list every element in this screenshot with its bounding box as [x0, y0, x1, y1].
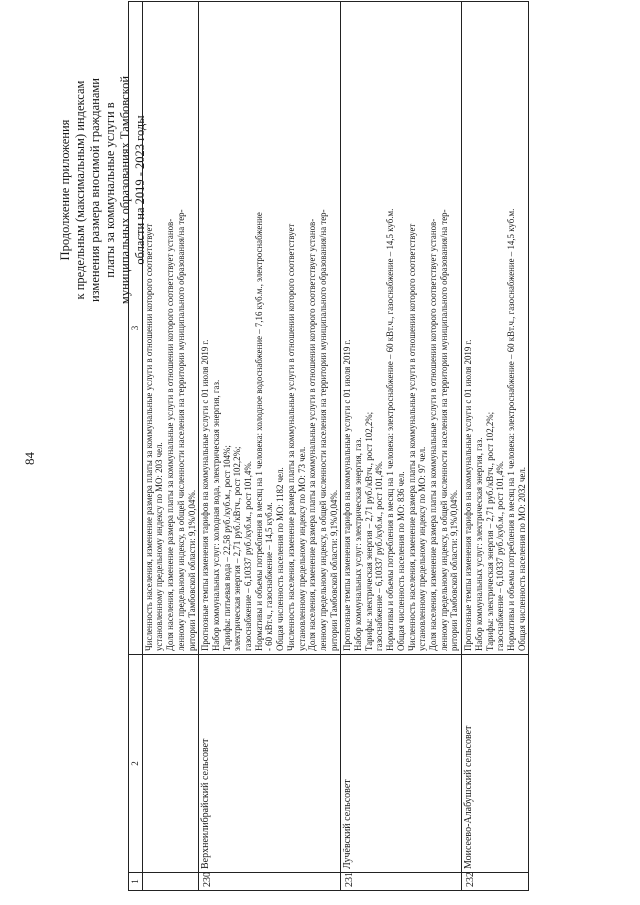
- row-details-cell: [341, 2, 462, 655]
- detail-line: Общая численность населения по МО: 1182 чел.: [275, 467, 286, 651]
- table-row: [462, 2, 529, 891]
- row-details-cell: [199, 2, 341, 655]
- row-name-cell: [142, 655, 199, 873]
- table-header-row: [129, 2, 143, 891]
- row-number-cell: [142, 873, 199, 891]
- row-number: 230: [199, 873, 341, 891]
- heading-line: к предельным (максимальным) индексам: [73, 80, 87, 300]
- heading-line: муниципальных образованиях Тамбовской: [118, 75, 132, 305]
- detail-line: Набор коммунальных услуг: холодная вода, электрическая энергия, газ.: [210, 379, 221, 651]
- heading-line: области на 2019 - 2023 годы: [133, 115, 147, 265]
- detail-line: Нормативы и объемы потребления в месяц на 1 человека: холодное водоснабжение – 7,16 куб.м., электроснабжение: [253, 212, 264, 651]
- header-col-1: 1: [129, 873, 143, 891]
- detail-line: установленному предельному индексу по МО: 203 чел.: [154, 442, 165, 651]
- row-details-cell: [462, 2, 529, 655]
- detail-line: Доля населения, изменение размера платы за коммунальные услуги в отношении которого соответствует установ-: [427, 218, 438, 651]
- detail-line: ленному предельному индексу, в общей численности населения на территории муниципального образования/на тер-: [317, 209, 328, 651]
- detail-line: Тарифы: электрическая энергия – 2,71 руб./кВтч., рост 102,2%;: [484, 411, 495, 651]
- row-number: 232: [462, 873, 529, 891]
- detail-line: Общая численность населения по МО: 836 чел.: [395, 471, 406, 651]
- municipality-name: Моисеево-Алабушский сельсовет: [462, 655, 529, 873]
- detail-line: Численность населения, изменение размера платы за коммунальные услуги в отношении которого соответствует: [406, 223, 417, 651]
- detail-line: ленному предельному индексу, в общей численности населения на территории муниципального образования/на тер-: [175, 209, 186, 651]
- table-row: [341, 2, 462, 891]
- detail-line: Численность населения, изменение размера платы за коммунальные услуги в отношении которого соответствует: [285, 223, 296, 651]
- detail-line: Тарифы: электрическая энергия – 2,71 руб./кВтч., рост 102,2%;: [363, 411, 374, 651]
- heading-line: платы за коммунальные услуги в: [103, 102, 117, 278]
- detail-line: установленному предельному индексу по МО: 97 чел.: [417, 446, 428, 651]
- tariff-table: [128, 1, 529, 891]
- detail-line: Нормативы и объемы потребления в месяц на 1 человека: электроснабжение – 60 кВт.ч., газоснабжение – 14,5 куб.м.: [505, 208, 516, 651]
- table-row: [199, 2, 341, 891]
- page-number: 84: [22, 452, 37, 465]
- heading-line: Продолжение приложения: [58, 119, 72, 261]
- municipality-name: Лучёвский сельсовет: [341, 655, 462, 873]
- detail-line: Доля населения, изменение размера платы за коммунальные услуги в отношении которого соответствует установ-: [165, 218, 176, 651]
- detail-line: Численность населения, изменение размера платы за коммунальные услуги в отношении которого соответствует: [143, 223, 154, 651]
- row-details-cell: [142, 2, 199, 655]
- detail-line: Набор коммунальных услуг: электрическая энергия, газ.: [473, 437, 484, 651]
- detail-line: Прогнозные темпы изменения тарифов на коммунальные услуги с 01 июля 2019 г.: [342, 339, 353, 651]
- detail-line: Набор коммунальных услуг: электрическая энергия, газ.: [353, 437, 364, 651]
- detail-line: ленному предельному индексу, в общей численности населения на территории муниципального образования/на тер-: [438, 209, 449, 651]
- detail-line: Доля населения, изменение размера платы за коммунальные услуги в отношении которого соответствует установ-: [307, 218, 318, 651]
- header-col-2: 2: [129, 655, 143, 873]
- detail-line: газоснабжение – 6,10337 руб./куб.м., рост 101,4%.: [243, 460, 254, 651]
- detail-line: - 60 кВт.ч., газоснабжение – 14,5 куб.м.: [264, 502, 275, 651]
- table-row-continuation: [142, 2, 199, 891]
- detail-line: газоснабжение – 6,10337 руб./куб.м., рост 101,4%.: [495, 460, 506, 651]
- detail-line: ритории Тамбовской области: 9,1%/0,04%.: [186, 489, 197, 651]
- detail-line: установленному предельному индексу по МО: 73 чел.: [296, 446, 307, 651]
- detail-line: электрическая энергия – 2,71 руб./кВтч., рост 102,2%;: [232, 446, 243, 651]
- detail-line: ритории Тамбовской области: 9,1%/0,04%.: [449, 489, 460, 651]
- detail-line: Нормативы и объемы потребления в месяц на 1 человека: электроснабжение – 60 кВт.ч., газоснабжение – 14,5 куб.м.: [385, 208, 396, 651]
- detail-line: Прогнозные темпы изменения тарифов на коммунальные услуги с 01 июля 2019 г.: [463, 339, 474, 651]
- heading-line: изменения размера вносимой гражданами: [88, 78, 102, 303]
- detail-line: Общая численность населения по МО: 2032 чел.: [516, 466, 527, 651]
- header-col-3: 3: [129, 2, 143, 655]
- municipality-name: Верхнеилибрайский сельсовет: [199, 655, 341, 873]
- detail-line: Тарифы: питьевая вода – 22,58 руб./куб.м., рост 104%;: [221, 445, 232, 651]
- detail-line: Прогнозные темпы изменения тарифов на коммунальные услуги с 01 июля 2019 г.: [200, 339, 211, 651]
- detail-line: ритории Тамбовской области: 9,1%/0,04%.: [328, 489, 339, 651]
- detail-line: газоснабжение – 6,10337 руб./куб.м., рост 101,4%.: [374, 460, 385, 651]
- row-number: 231: [341, 873, 462, 891]
